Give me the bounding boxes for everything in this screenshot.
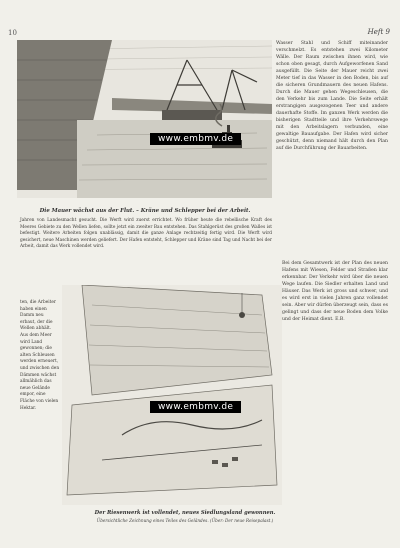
watermark-bottom: www.embmv.de <box>150 401 241 413</box>
bottom-figure-caption: Der Riesenwerk ist vollendet, neues Siedlungsland gewonnen. <box>94 510 276 516</box>
right-column-text <box>276 40 388 152</box>
bottom-figure-subcaption: Übersichtliche Zeichnung eines Teiles des Geländes. (Über: Der neue Reisepalast.) <box>96 518 274 523</box>
watermark-top: www.embmv.de <box>150 133 241 145</box>
main-column-text <box>20 218 272 251</box>
issue-label: Heft 9 <box>367 28 390 36</box>
right-lower-column-text <box>282 260 388 323</box>
right-column-paragraph: Wasser Stahl und Schiff miteinander verschmelzt. Es entstehen zwei Kilometer Wälle. Der Raum zwischen ihnen wird, wie schon oben gesagt, durch Aufgeworfenen Sand ausgefüllt. Die Seite der Mauer reicht zwei Meter tief in das Wasser in den Boden, bis auf die sicheren Grundmauern des neuen Hafens. Durch die Mauer gehen Wegeschleusen, die den Verkehr bis zum Lande. Die Seite erhält erstrangigen ausgezogenen Teer und andere dauerhafte Stoffe. Im ganzen Werk werden die bisherigen Stadtteile und ihre Verkehrswege mit den Arbeitslagern verbunden, eine gewaltige Bauaufgabe. Der Hafen wird sicher geschützt, denn niemand hält durch den Plan auf die Durchführung der Bauarbeiten. <box>276 41 388 151</box>
harbor-wall-illustration <box>17 40 272 198</box>
page-number: 10 <box>8 29 17 37</box>
right-lower-paragraph: Bei dem Gesamtwerk ist der Plan des neuen Hafens mit Wiesen, Felder und Straßen klar erkennbar. Der Verkehr wird über die neuen Wege laufen. Die Siedler erhalten Land und Häuser. Das Werk ist gross und schwer, und es wird erst in vielen Jahren ganz vollendet sein. Aber wir dürfen überzeugt sein, dass es gelingt und dass der neue Boden dem Volke und der Heimat dient. E.B. <box>282 261 388 322</box>
top-figure-caption: Die Mauer wächst aus der Flut. – Kräne und Schlepper bei der Arbeit. <box>39 208 251 214</box>
narrow-column-paragraph: ten, die Arbeiter haben einen Damm neu erbaut, der die Wellen abhält. Aus dem Meer wird Land gewonnen; die alten Schleusen werden erneuert, und zwischen den Dämmen wächst allmählich das neue Gelände empor, eine Fläche von vielen Hektar. <box>20 300 60 411</box>
main-column-paragraph: Jahren von Landesmacht gesucht. Die Werft wird zuerst errichtet. Wo früher heute die rebellische Kraft des Meeres Gebiete zu den Wellen liefen, sollte jetzt ein zweiter Bau entstehen. Das Stahlgerüst des großen Walles ist befestigt. Weitere Arbeiten folgen unablässig, damit die ganze Anlage rechtzeitig fertig wird. Die Werft wird gesichert, neue Maschinen werden geliefert. Der Hafen entsteht, Schlepper und Kräne sind Tag und Nacht bei der Arbeit, damit das Werk vollendet wird. <box>20 218 272 250</box>
narrow-column-text <box>20 300 60 412</box>
reclaimed-land-map <box>62 285 282 505</box>
